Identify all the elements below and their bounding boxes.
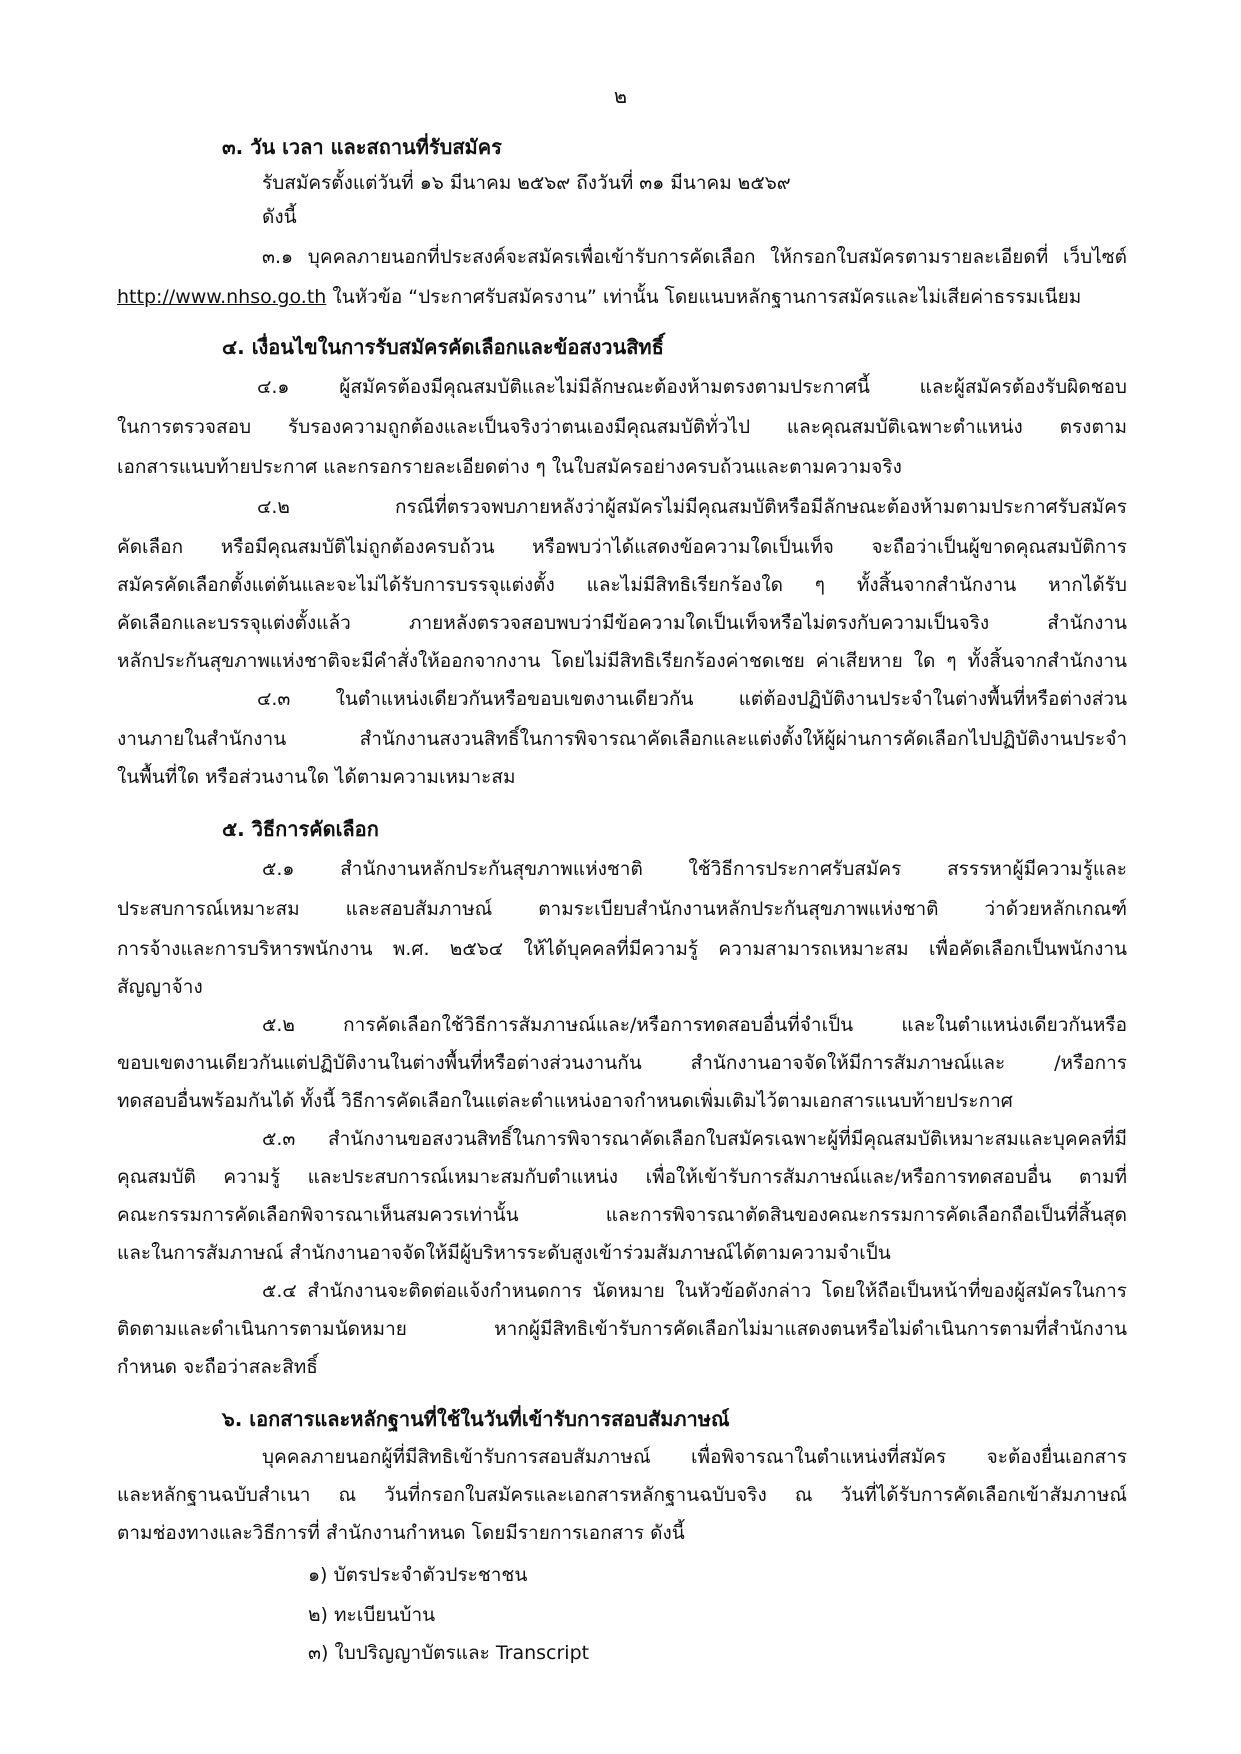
section-3-heading: ๓. วัน เวลา และสถานที่รับสมัคร	[222, 135, 502, 159]
clause-4-2-line-5: หลักประกันสุขภาพแห่งชาติจะมีคำสั่งให้ออกจากงาน โดยไม่มีสิทธิเรียกร้องค่าชดเชย ค่าเสียหาย ใด ๆ ทั้งสิ้นจากสำนักงาน	[117, 650, 1127, 672]
clause-5-2-line-2: ขอบเขตงานเดียวกันแต่ปฏิบัติงานในต่างพื้นที่หรือต่างส่วนงานกัน สำนักงานอาจจัดให้มีการสัมภาษณ์และ /หรือการ	[117, 1052, 1127, 1074]
document-list-item: ๒) ทะเบียนบ้าน	[308, 1604, 436, 1626]
clause-4-2-line-1: ๔.๒ กรณีที่ตรวจพบภายหลังว่าผู้สมัครไม่มีคุณสมบัติหรือมีลักษณะต้องห้ามตามประกาศรับสมัคร	[257, 496, 1127, 518]
section-6-intro-line-3: ตามช่องทางและวิธีการที่ สำนักงานกำหนด โดยมีรายการเอกสาร ดังนี้	[117, 1522, 685, 1544]
application-dates: รับสมัครตั้งแต่วันที่ ๑๖ มีนาคม ๒๕๖๙ ถึงวันที่ ๓๑ มีนาคม ๒๕๖๙	[262, 172, 791, 194]
document-list-item: ๑) บัตรประจำตัวประชาชน	[308, 1564, 528, 1586]
section-4-heading: ๔. เงื่อนไขในการรับสมัครคัดเลือกและข้อสงวนสิทธิ์	[222, 335, 664, 359]
clause-4-1-line-1: ๔.๑ ผู้สมัครต้องมีคุณสมบัติและไม่มีลักษณะต้องห้ามตรงตามประกาศนี้ และผู้สมัครต้องรับผิดชอบ	[257, 376, 1127, 398]
clause-5-4-line-2: ติดตามและดำเนินการตามนัดหมาย หากผู้มีสิทธิเข้ารับการคัดเลือกไม่มาแสดงตนหรือไม่ดำเนินการตามที่สำนักงาน	[117, 1318, 1127, 1340]
section-6-heading: ๖. เอกสารและหลักฐานที่ใช้ในวันที่เข้ารับการสอบสัมภาษณ์	[222, 1407, 730, 1431]
clause-4-3-line-3: ในพื้นที่ใด หรือส่วนงานใด ได้ตามความเหมาะสม	[117, 766, 516, 788]
clause-5-1-line-1: ๕.๑ สำนักงานหลักประกันสุขภาพแห่งชาติ ใช้วิธีการประกาศรับสมัคร สรรรหาผู้มีความรู้และ	[262, 858, 1127, 880]
clause-4-3-line-2: งานภายในสำนักงาน สำนักงานสงวนสิทธิ์ในการพิจารณาคัดเลือกและแต่งตั้งให้ผู้ผ่านการคัดเลือกไปปฏิบัติงานประจำ	[117, 728, 1127, 750]
clause-5-1-line-2: ประสบการณ์เหมาะสม และสอบสัมภาษณ์ ตามระเบียบสำนักงานหลักประกันสุขภาพแห่งชาติ ว่าด้วยหลักเกณฑ์	[117, 898, 1127, 920]
section-6-intro-line-2: และหลักฐานฉบับสำเนา ณ วันที่กรอกใบสมัครและเอกสารหลักฐานฉบับจริง ณ วันที่ได้รับการคัดเลือกเข้าสัมภาษณ์	[117, 1484, 1127, 1506]
clause-5-2-line-3: ทดสอบอื่นพร้อมกันได้ ทั้งนี้ วิธีการคัดเลือกในแต่ละตำแหน่งอาจกำหนดเพิ่มเติมไว้ตามเอกสารแนบท้ายประกาศ	[117, 1090, 1013, 1112]
nhso-website-link[interactable]: http://www.nhso.go.th	[117, 286, 327, 308]
clause-5-3-line-3: คณะกรรมการคัดเลือกพิจารณาเห็นสมควรเท่านั้น และการพิจารณาตัดสินของคณะกรรมการคัดเลือกถือเป็นที่สิ้นสุด	[117, 1204, 1127, 1226]
clause-3-1-line-2-text: ในหัวข้อ “ประกาศรับสมัครงาน” เท่านั้น โดยแนบหลักฐานการสมัครและไม่เสียค่าธรรมเนียม	[326, 286, 1082, 308]
clause-5-1-line-4: สัญญาจ้าง	[117, 976, 203, 998]
clause-5-2-line-1: ๕.๒ การคัดเลือกใช้วิธีการสัมภาษณ์และ/หรือการทดสอบอื่นที่จำเป็น และในตำแหน่งเดียวกันหรือ	[262, 1014, 1127, 1036]
clause-4-3-line-1: ๔.๓ ในตำแหน่งเดียวกันหรือขอบเขตงานเดียวกัน แต่ต้องปฏิบัติงานประจำในต่างพื้นที่หรือต่างส่วน	[257, 688, 1127, 710]
page-number: ๒	[613, 84, 628, 108]
clause-5-4-line-3: กำหนด จะถือว่าสละสิทธิ์	[117, 1356, 318, 1378]
document-list-item: ๓) ใบปริญญาบัตรและ Transcript	[308, 1642, 590, 1664]
section-5-heading: ๕. วิธีการคัดเลือก	[222, 817, 379, 841]
clause-4-1-line-3: เอกสารแนบท้ายประกาศ และกรอกรายละเอียดต่าง ๆ ในใบสมัครอย่างครบถ้วนและตามความจริง	[117, 456, 902, 478]
clause-3-1-line-1: ๓.๑ บุคคลภายนอกที่ประสงค์จะสมัครเพื่อเข้ารับการคัดเลือก ให้กรอกใบสมัครตามรายละเอียดที่ เว็บไซต์	[262, 246, 1127, 268]
clause-3-1-line-2	[117, 280, 1081, 314]
clause-4-1-line-2: ในการตรวจสอบ รับรองความถูกต้องและเป็นจริงว่าตนเองมีคุณสมบัติทั่วไป และคุณสมบัติเฉพาะตำแหน่ง ตรงตาม	[117, 416, 1127, 438]
clause-4-2-line-2: คัดเลือก หรือมีคุณสมบัติไม่ถูกต้องครบถ้วน หรือพบว่าได้แสดงข้อความใดเป็นเท็จ จะถือว่าเป็นผู้ขาดคุณสมบัติการ	[117, 536, 1127, 558]
clause-5-3-line-1: ๕.๓ สำนักงานขอสงวนสิทธิ์ในการพิจารณาคัดเลือกใบสมัครเฉพาะผู้ที่มีคุณสมบัติเหมาะสมและบุคคลที่มี	[262, 1128, 1127, 1150]
clause-4-2-line-4: คัดเลือกและบรรจุแต่งตั้งแล้ว ภายหลังตรวจสอบพบว่ามีข้อความใดเป็นเท็จหรือไม่ตรงกับความเป็นจริง สำนักงาน	[117, 612, 1127, 634]
as-follows-label: ดังนี้	[262, 206, 297, 228]
clause-5-3-line-2: คุณสมบัติ ความรู้ และประสบการณ์เหมาะสมกับตำแหน่ง เพื่อให้เข้ารับการสัมภาษณ์และ/หรือการทดสอบอื่น ตามที่	[117, 1166, 1127, 1188]
section-6-intro-line-1: บุคคลภายนอกผู้ที่มีสิทธิเข้ารับการสอบสัมภาษณ์ เพื่อพิจารณาในตำแหน่งที่สมัคร จะต้องยื่นเอกสาร	[262, 1446, 1127, 1468]
clause-5-4-line-1: ๕.๔ สำนักงานจะติดต่อแจ้งกำหนดการ นัดหมาย ในหัวข้อดังกล่าว โดยให้ถือเป็นหน้าที่ของผู้สมัครในการ	[262, 1280, 1127, 1302]
clause-5-1-line-3: การจ้างและการบริหารพนักงาน พ.ศ. ๒๕๖๔ ให้ได้บุคคลที่มีความรู้ ความสามารถเหมาะสม เพื่อคัดเลือกเป็นพนักงาน	[117, 938, 1127, 960]
clause-4-2-line-3: สมัครคัดเลือกตั้งแต่ต้นและจะไม่ได้รับการบรรจุแต่งตั้ง และไม่มีสิทธิเรียกร้องใด ๆ ทั้งสิ้นจากสำนักงาน หากได้รับ	[117, 574, 1127, 596]
clause-5-3-line-4: และในการสัมภาษณ์ สำนักงานอาจจัดให้มีผู้บริหารระดับสูงเข้าร่วมสัมภาษณ์ได้ตามความจำเป็น	[117, 1242, 891, 1264]
